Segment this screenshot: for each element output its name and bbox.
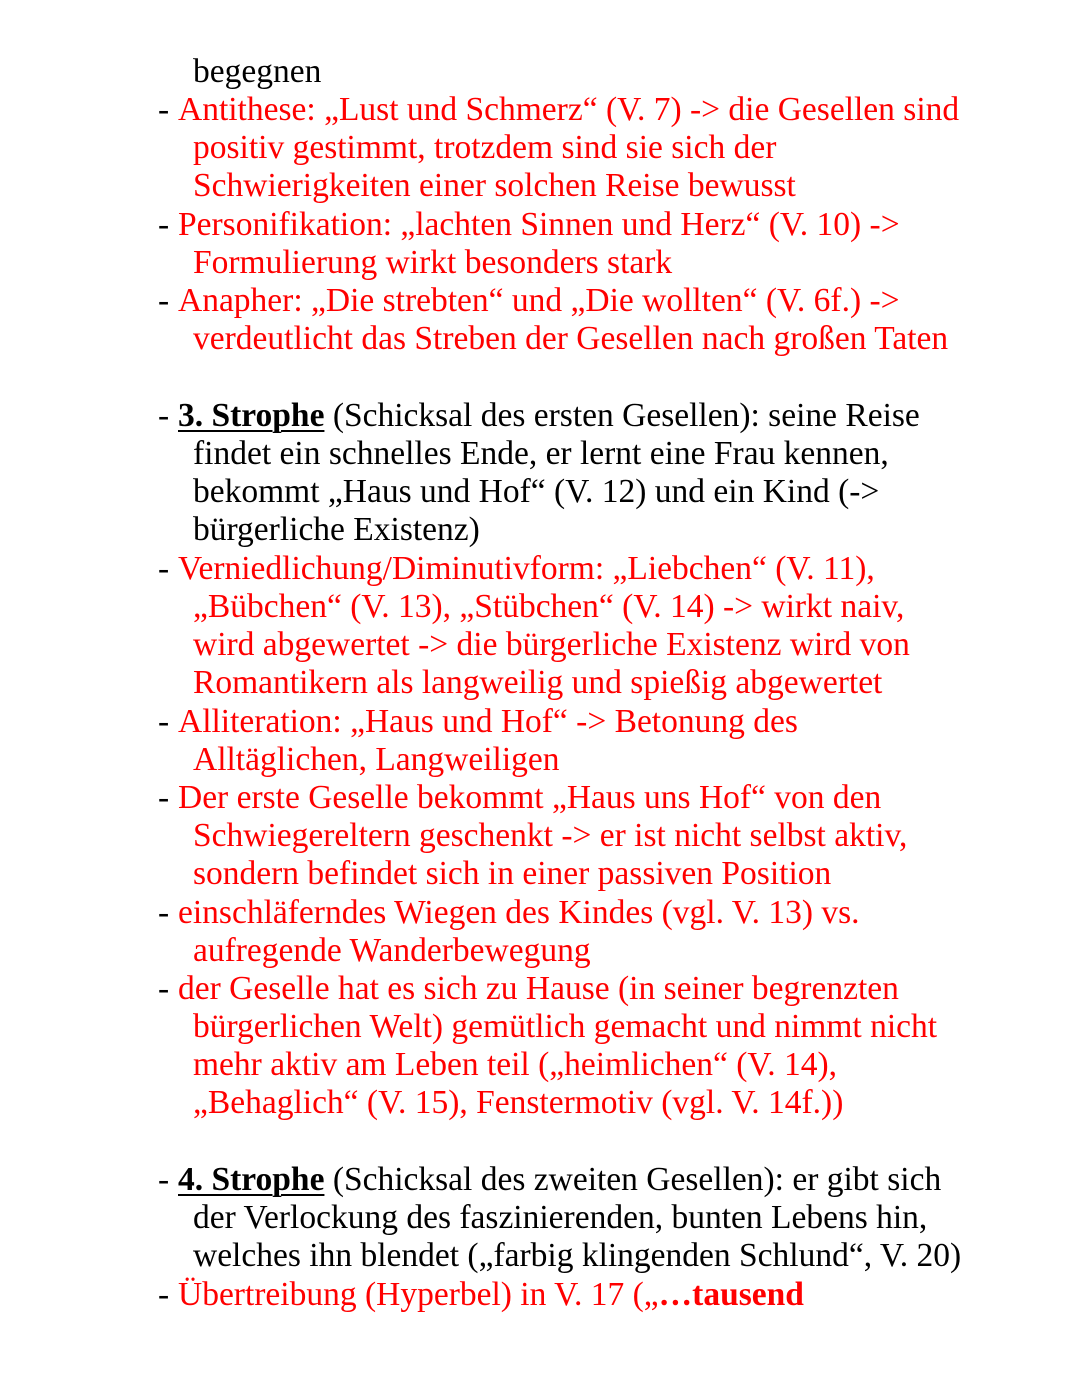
stanza-4-heading <box>178 1161 941 1199</box>
text-line: findet ein schnelles Ende, er lernt eine Frau kennen, <box>193 435 889 472</box>
text-line: sondern befindet sich in einer passiven Position <box>193 855 832 892</box>
stanza-4-title: 4. Strophe <box>178 1161 325 1198</box>
text-line: bekommt „Haus und Hof“ (V. 12) und ein Kind (-> <box>193 473 880 510</box>
text-line: wird abgewertet -> die bürgerliche Existenz wird von <box>193 626 910 663</box>
bullet-dash: - <box>158 1276 170 1313</box>
stanza-3-summary: (Schicksal des ersten Gesellen): seine Reise <box>324 397 920 434</box>
bullet-dash: - <box>158 779 170 816</box>
text-line: der Geselle hat es sich zu Hause (in seiner begrenzten <box>178 970 899 1007</box>
bullet-dash: - <box>158 894 170 931</box>
text-line: „Behaglich“ (V. 15), Fenstermotiv (vgl. V. 14f.)) <box>193 1084 844 1121</box>
bullet-dash: - <box>158 550 170 587</box>
stanza-3-heading <box>178 397 920 435</box>
text-line: positiv gestimmt, trotzdem sind sie sich der <box>193 129 777 166</box>
stanza-4-summary: (Schicksal des zweiten Gesellen): er gibt sich <box>324 1161 942 1198</box>
text-line: Formulierung wirkt besonders stark <box>193 244 673 281</box>
text-line: Romantikern als langweilig und spießig abgewertet <box>193 664 883 701</box>
text-line: verdeutlicht das Streben der Gesellen nach großen Taten <box>193 320 949 357</box>
text-line: Personifikation: „lachten Sinnen und Herz“ (V. 10) -> <box>178 206 900 243</box>
text-line: „Bübchen“ (V. 13), „Stübchen“ (V. 14) -> wirkt naiv, <box>193 588 905 625</box>
bullet-dash: - <box>158 1161 170 1198</box>
text-line: Alltäglichen, Langweiligen <box>193 741 560 778</box>
text-line: Schwiegereltern geschenkt -> er ist nicht selbst aktiv, <box>193 817 908 854</box>
text-line: Anapher: „Die strebten“ und „Die wollten“ (V. 6f.) -> <box>178 282 900 319</box>
stanza-3-title: 3. Strophe <box>178 397 325 434</box>
bullet-dash: - <box>158 703 170 740</box>
hyperbole-quote: …tausend <box>658 1276 804 1313</box>
text-line: einschläferndes Wiegen des Kindes (vgl. V. 13) vs. <box>178 894 860 931</box>
bullet-dash: - <box>158 397 170 434</box>
text-line: bürgerliche Existenz) <box>193 511 480 548</box>
text-line: Alliteration: „Haus und Hof“ -> Betonung des <box>178 703 798 740</box>
text-line: welches ihn blendet („farbig klingenden Schlund“, V. 20) <box>193 1237 962 1274</box>
bullet-dash: - <box>158 282 170 319</box>
text-line: bürgerlichen Welt) gemütlich gemacht und nimmt nicht <box>193 1008 938 1045</box>
bullet-dash: - <box>158 970 170 1007</box>
text-line: Antithese: „Lust und Schmerz“ (V. 7) -> die Gesellen sind <box>178 91 960 128</box>
text-line: mehr aktiv am Leben teil („heimlichen“ (V. 14), <box>193 1046 838 1083</box>
text-line: begegnen <box>193 53 322 90</box>
bullet-dash: - <box>158 206 170 243</box>
text-line: Schwierigkeiten einer solchen Reise bewusst <box>193 167 796 204</box>
text-line-hyperbole <box>178 1276 804 1314</box>
text-line: Verniedlichung/Diminutivform: „Liebchen“ (V. 11), <box>178 550 875 587</box>
bullet-dash: - <box>158 91 170 128</box>
text-line: aufregende Wanderbewegung <box>193 932 591 969</box>
text-line: der Verlockung des faszinierenden, bunten Lebens hin, <box>193 1199 928 1236</box>
text-line: Der erste Geselle bekommt „Haus uns Hof“ von den <box>178 779 882 816</box>
hyperbole-text: Übertreibung (Hyperbel) in V. 17 („ <box>178 1276 659 1313</box>
